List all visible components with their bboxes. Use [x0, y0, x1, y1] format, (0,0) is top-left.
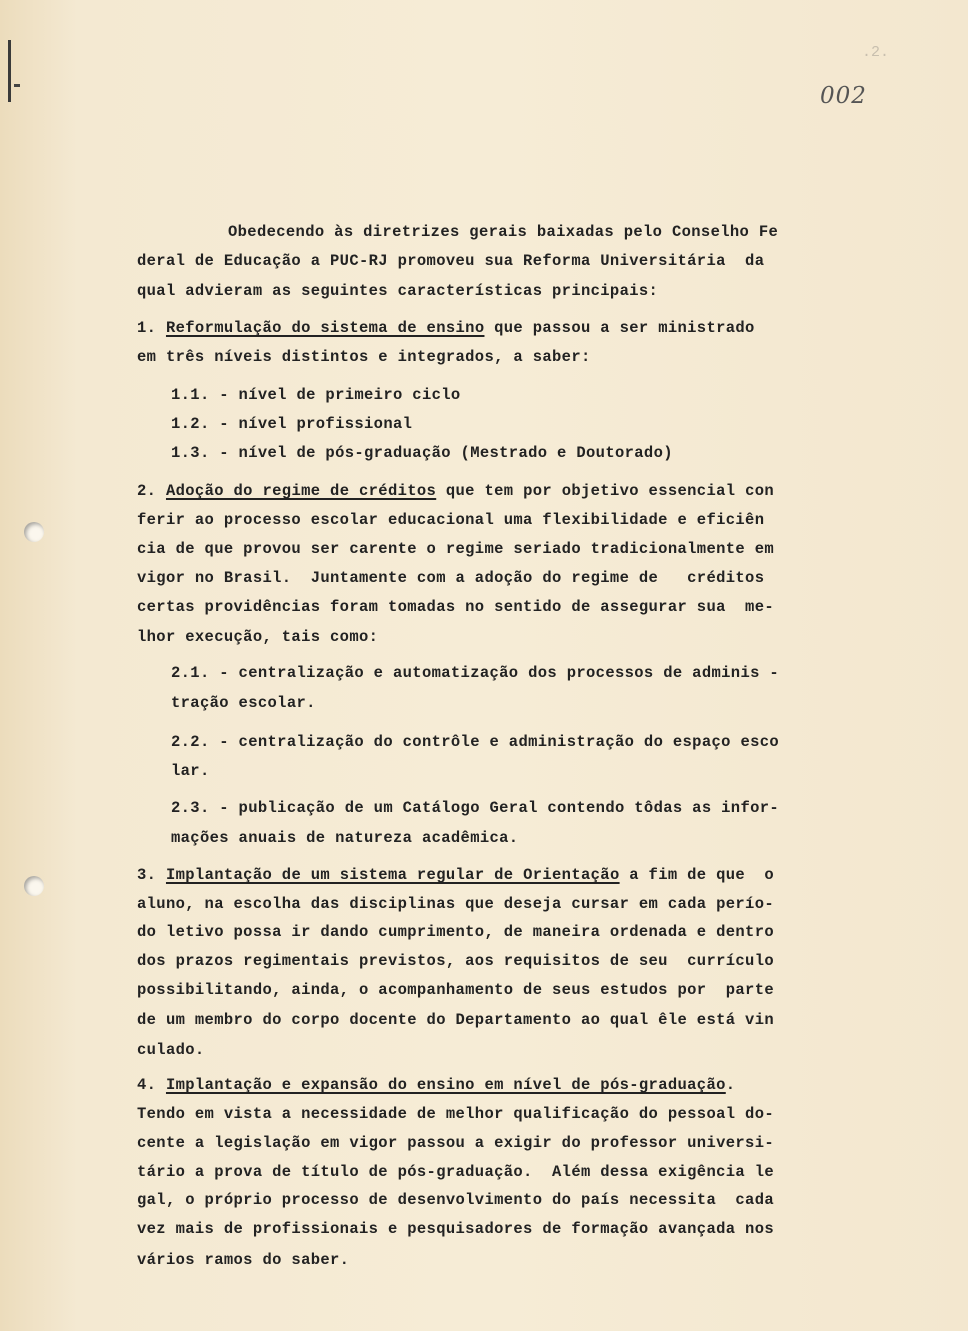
item-4-line-5: gal, o próprio processo de desenvolvimento do país necessita cada — [137, 1191, 774, 1209]
item-3-line-2: aluno, na escolha das disciplinas que deseja cursar em cada perío- — [137, 895, 774, 913]
item-3-line-6: de um membro do corpo docente do Departamento ao qual êle está vin — [137, 1011, 774, 1029]
item-3-title: Implantação de um sistema regular de Orientação — [165, 866, 620, 884]
item-2-line-5: certas providências foram tomadas no sentido de assegurar sua me- — [137, 598, 774, 616]
subitem-2-1-line-2: tração escolar. — [171, 694, 316, 712]
item-2-line-6: lhor execução, tais como: — [137, 628, 379, 646]
intro-line-3: qual advieram as seguintes características principais: — [137, 282, 659, 300]
item-4-line-2: Tendo em vista a necessidade de melhor qualificação do pessoal do- — [137, 1105, 774, 1123]
item-1-line-2: em três níveis distintos e integrados, a saber: — [137, 348, 591, 366]
item-3-line-7: culado. — [137, 1041, 205, 1059]
subitem-2-1-line-1: 2.1. - centralização e automatização dos processos de adminis - — [171, 664, 780, 682]
page-number: .2. — [862, 44, 890, 61]
subitem-2-3-line-1: 2.3. - publicação de um Catálogo Geral contendo tôdas as infor- — [171, 799, 780, 817]
item-3-line-3: do letivo possa ir dando cumprimento, de maneira ordenada e dentro — [137, 923, 774, 941]
item-4-line1-rest: . — [725, 1076, 736, 1094]
item-4-line-4: tário a prova de título de pós-graduação. Além dessa exigência le — [137, 1163, 774, 1181]
margin-mark — [8, 40, 11, 102]
item-2-heading — [137, 481, 774, 501]
item-4-line-3: cente a legislação em vigor passou a exigir do professor universi- — [137, 1134, 774, 1152]
item-3-number: 3. — [137, 866, 157, 884]
intro-line-1: Obedecendo às diretrizes gerais baixadas pelo Conselho Fe — [228, 223, 779, 241]
item-4-line-7: vários ramos do saber. — [137, 1251, 350, 1269]
item-3-line1-rest: a fim de que o — [619, 866, 775, 884]
item-2-line-3: cia de que provou ser carente o regime seriado tradicionalmente em — [137, 540, 774, 558]
item-1-heading — [137, 318, 755, 338]
item-4-heading — [137, 1075, 735, 1095]
punch-hole-lower — [24, 876, 44, 896]
item-2-number: 2. — [137, 482, 157, 500]
item-1-line1-rest: que passou a ser ministrado — [484, 319, 755, 337]
subitem-1-1: 1.1. - nível de primeiro ciclo — [171, 386, 461, 404]
item-3-line-5: possibilitando, ainda, o acompanhamento de seus estudos por parte — [137, 981, 774, 999]
handwritten-number: 002 — [820, 83, 867, 109]
item-4-number: 4. — [137, 1076, 157, 1094]
item-4-line-6: vez mais de profissionais e pesquisadores de formação avançada nos — [137, 1220, 774, 1238]
edge-tick — [14, 84, 20, 87]
subitem-2-2-line-1: 2.2. - centralização do contrôle e administração do espaço esco — [171, 733, 780, 751]
item-1-title: Reformulação do sistema de ensino — [165, 319, 485, 337]
item-2-line-4: vigor no Brasil. Juntamente com a adoção do regime de créditos — [137, 569, 765, 587]
item-4-title: Implantação e expansão do ensino em nível de pós-graduação — [165, 1076, 726, 1094]
subitem-1-3: 1.3. - nível de pós-graduação (Mestrado e Doutorado) — [171, 444, 673, 462]
subitem-2-2-line-2: lar. — [171, 762, 210, 780]
subitem-1-2: 1.2. - nível profissional — [171, 415, 413, 433]
item-2-line1-rest: que tem por objetivo essencial con — [436, 482, 775, 500]
punch-hole-upper — [24, 522, 44, 542]
item-2-title: Adoção do regime de créditos — [165, 482, 437, 500]
item-3-heading — [137, 865, 774, 885]
item-2-line-2: ferir ao processo escolar educacional uma flexibilidade e eficiên — [137, 511, 765, 529]
item-3-line-4: dos prazos regimentais previstos, aos requisitos de seu currículo — [137, 952, 774, 970]
intro-line-2: deral de Educação a PUC-RJ promoveu sua Reforma Universitária da — [137, 252, 765, 270]
item-1-number: 1. — [137, 319, 157, 337]
subitem-2-3-line-2: mações anuais de natureza acadêmica. — [171, 829, 519, 847]
